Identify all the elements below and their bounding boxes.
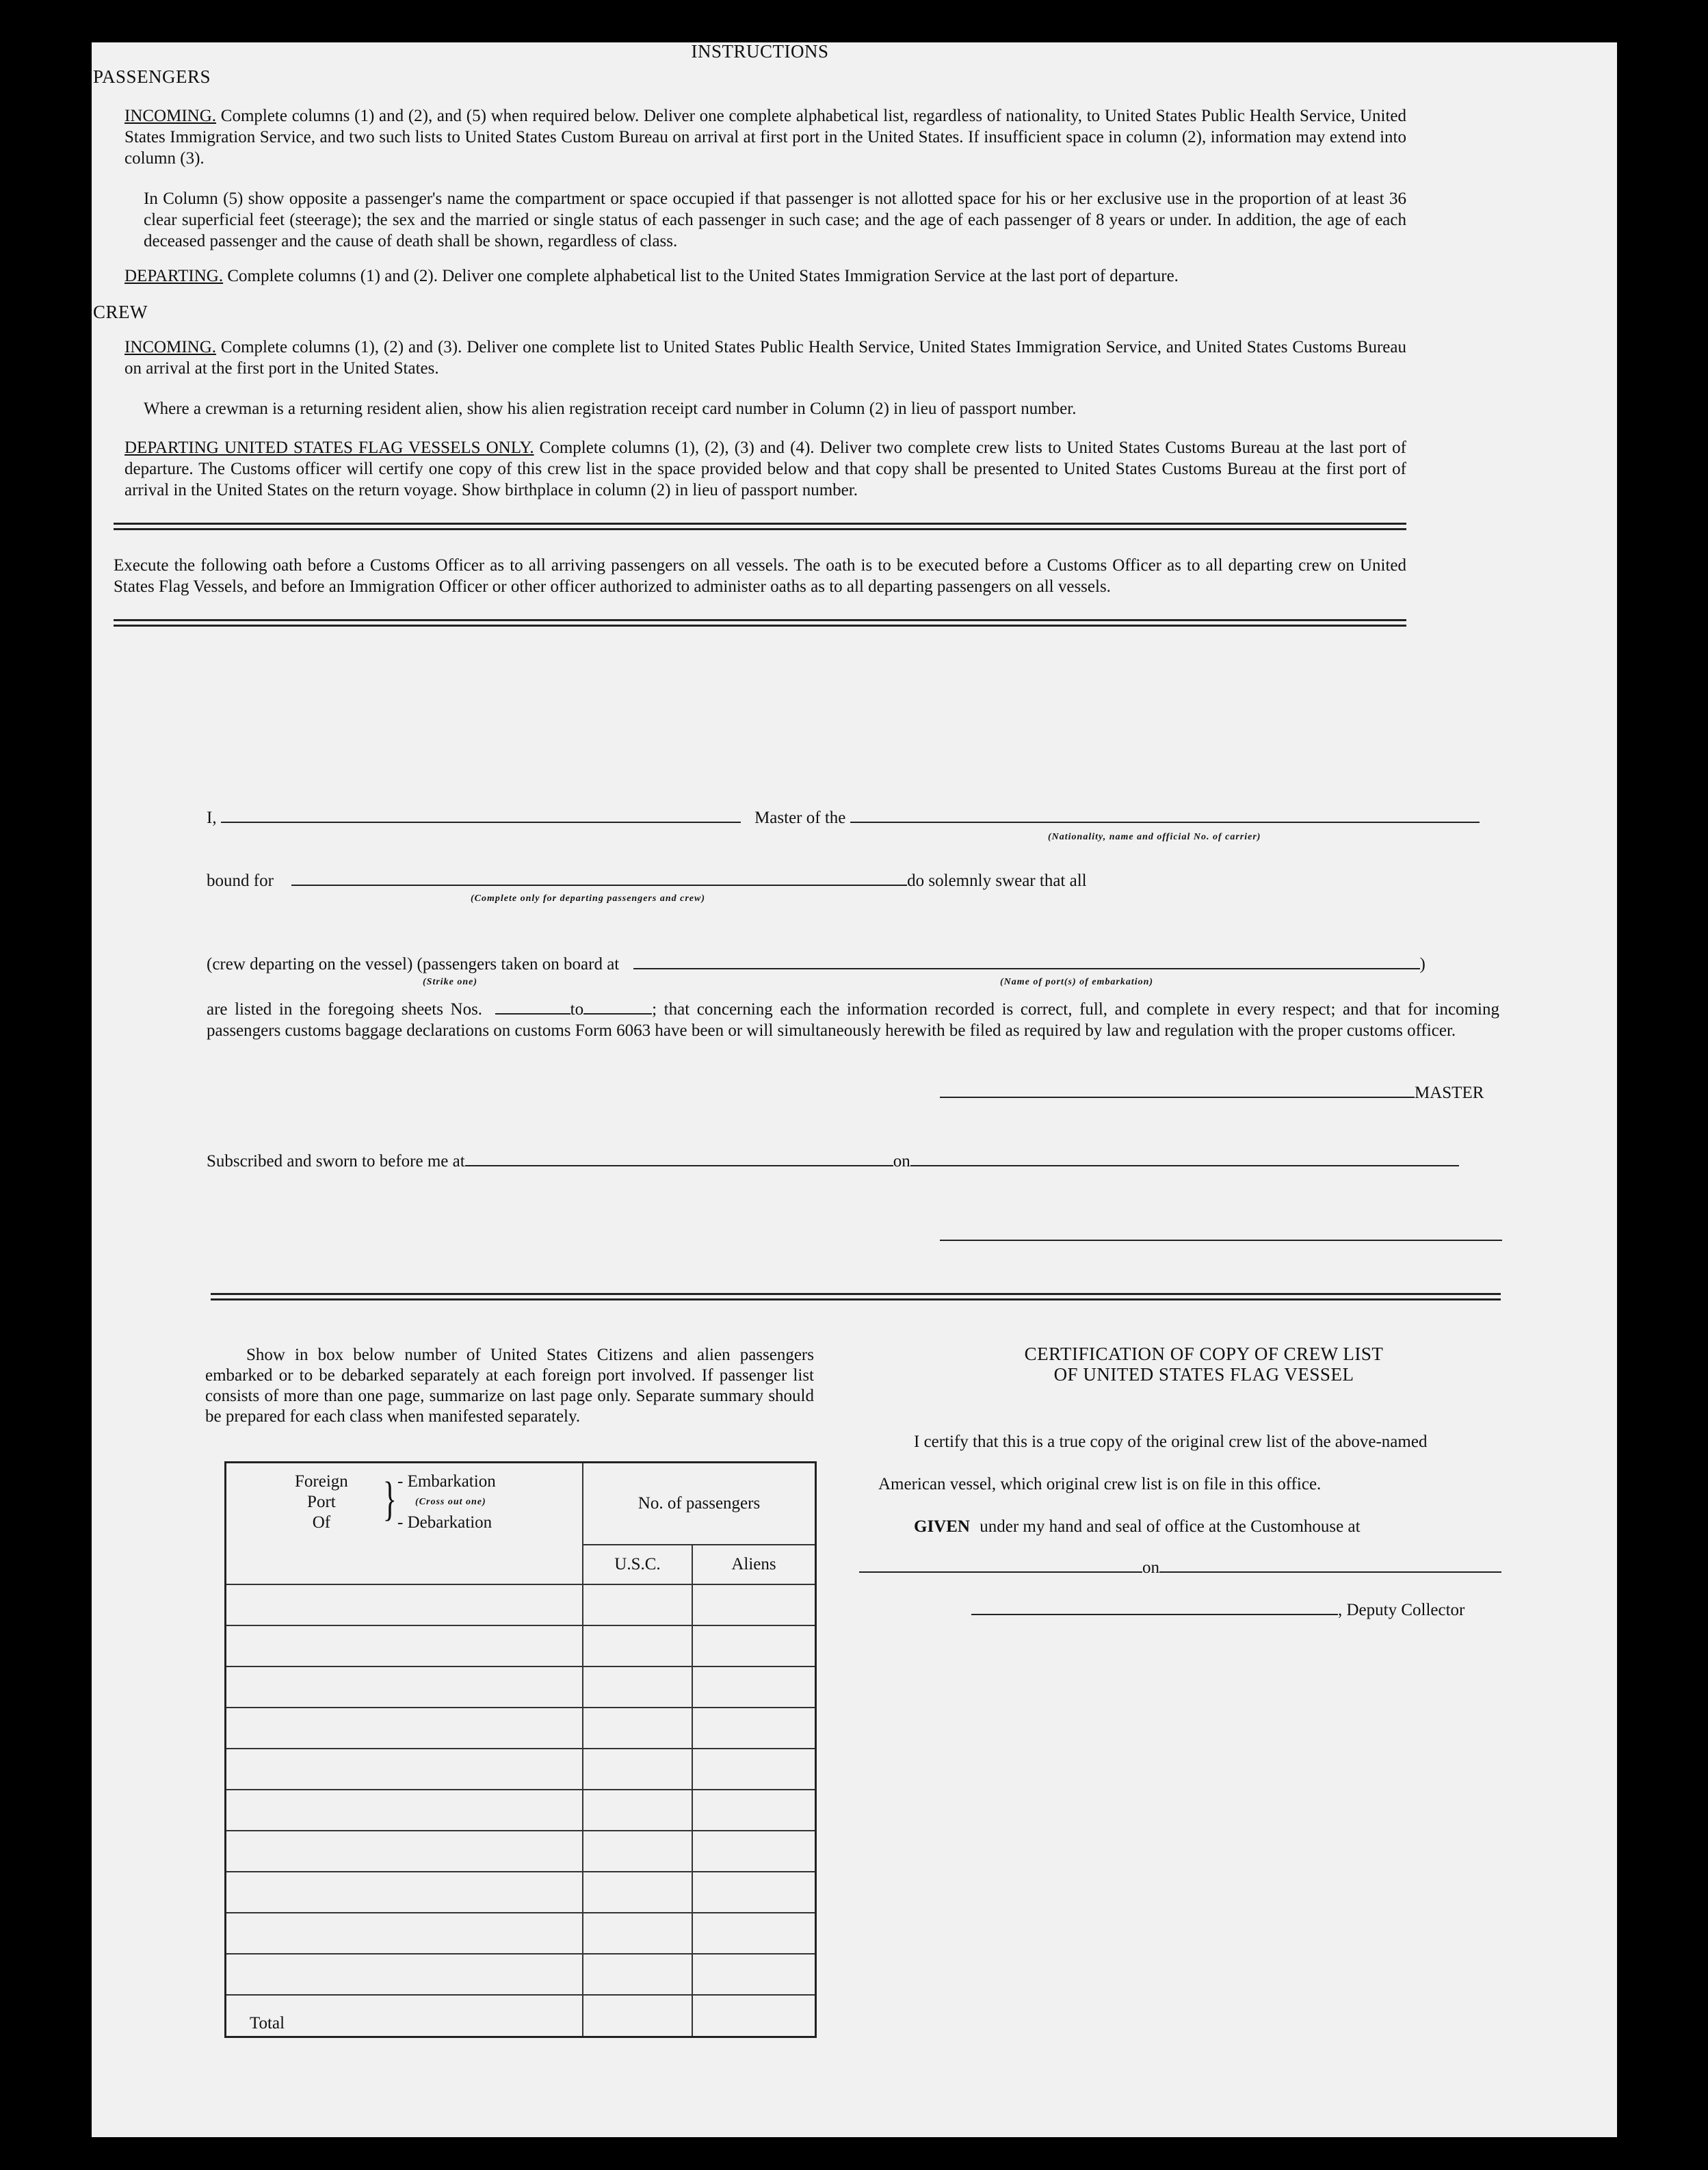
given-bold: GIVEN [914,1517,970,1536]
port-cell[interactable] [226,1872,583,1913]
aliens-total-cell[interactable] [692,1995,816,2037]
master-name-field[interactable] [221,821,741,823]
summary-text: Show in box below number of United States Citizens and alien passengers embarked or to be debarked separately at each foreign port involved. If passenger list consists of more than one page, summarize on last page only. Separate summary should be prepared for each class when manifested separately. [205,1346,814,1426]
table-row [226,1831,816,1872]
divider-3 [211,1293,1501,1300]
cert-date-field[interactable] [1159,1571,1501,1573]
incoming-text: Complete columns (1) and (2), and (5) when required below. Deliver one complete alphabetical list, regardless of nationality, to United States Public Health Service, United States Immigration Service, and two such lists to United States Custom Bureau on arrival at first port in the United States. If insufficient space in column (2), information may extend into column (3). [124,107,1407,168]
deputy-collector-label: , Deputy Collector [1338,1601,1465,1619]
aliens-cell[interactable] [692,1708,816,1749]
oath-paragraph [207,999,1499,1041]
sworn-on-label: on [893,1152,910,1171]
crewman-paragraph: Where a crewman is a returning resident alien, show his alien registration receipt card number in Column (2) in lieu of passport number. [144,400,1077,418]
aliens-cell[interactable] [692,1872,816,1913]
table-row [226,1749,816,1790]
usc-cell[interactable] [583,1831,692,1872]
crew-departing-paragraph [124,437,1406,501]
aliens-cell[interactable] [692,1584,816,1625]
swear-label: do solemnly swear that all [907,872,1087,890]
customhouse-line [859,1558,1501,1578]
port-header-cell [226,1463,583,1584]
usc-cell[interactable] [583,1790,692,1831]
certification-title [917,1344,1491,1385]
port-cell[interactable] [226,1666,583,1708]
foreign-label: Foreign [295,1472,348,1491]
table-row [226,1913,816,1954]
i-label: I, [207,809,217,827]
aliens-cell[interactable] [692,1954,816,1995]
certification-title-line1: CERTIFICATION OF COPY OF CREW LIST [1024,1344,1384,1364]
american-text: American vessel, which original crew list is on file in this office. [878,1475,1322,1493]
deputy-signature-field[interactable] [971,1613,1338,1615]
form-content [93,41,1407,627]
port-cell[interactable] [226,1749,583,1790]
subscribed-label: Subscribed and sworn to before me at [207,1152,465,1171]
embarkation-label: - Embarkation [397,1472,496,1491]
total-label: Total [226,1995,583,2037]
oath-line-1 [207,809,1499,828]
column5-paragraph: In Column (5) show opposite a passenger's name the compartment or space occupied if that passenger is not allotted space for his or her exclusive use in the proportion of at least 36 clear superficial feet (steerage); the sex and the married or single status of each passenger in such case; and the age of each passenger of 8 years or under. In addition, the age of each deceased passenger and the cause of death shall be shown, regardless of class. [144,189,1406,250]
strike-one-caption: (Strike one) [423,977,478,987]
table-row [226,1790,816,1831]
master-signature-field[interactable] [940,1096,1415,1098]
crew-heading: CREW [93,302,148,322]
port-label: Port [307,1493,336,1511]
master-label: MASTER [1415,1084,1484,1102]
table-row [226,1666,816,1708]
departing-text: Complete columns (1) and (2). Deliver one complete alphabetical list to the United States Immigration Service at the last port of departure. [227,267,1179,285]
port-cell[interactable] [226,1913,583,1954]
port-cell[interactable] [226,1584,583,1625]
ports-caption: (Name of port(s) of embarkation) [1000,977,1154,987]
sheet-to-field[interactable] [583,1012,652,1015]
crew-departing-text: Complete columns (1), (2), (3) and (4). Deliver two complete crew lists to United States Customs Bureau at the last port of departure. The Customs officer will certify one copy of this crew list in the space provided below and that copy shall be presented to United States Customs Bureau at the first port of arrival in the United States on the return voyage. Show birthplace in column (2) in lieu of passport number. [124,439,1407,499]
of-label: Of [312,1513,331,1532]
aliens-cell[interactable] [692,1831,816,1872]
usc-cell[interactable] [583,1872,692,1913]
total-row [226,1995,816,2037]
table-row [226,1872,816,1913]
table-row [226,1954,816,1995]
usc-cell[interactable] [583,1708,692,1749]
usc-cell[interactable] [583,1666,692,1708]
sheet-from-field[interactable] [495,1012,570,1015]
cross-out-caption: (Cross out one) [415,1497,486,1507]
usc-cell[interactable] [583,1749,692,1790]
passengers-header-cell: No. of passengers [583,1463,816,1545]
complete-only-caption: (Complete only for departing passengers and crew) [471,893,705,904]
given-line [914,1517,1361,1537]
passengers-incoming-paragraph [124,105,1406,169]
port-cell[interactable] [226,1954,583,1995]
aliens-cell[interactable] [692,1666,816,1708]
crew-incoming-paragraph [124,337,1406,379]
incoming-label: INCOMING. [124,107,217,125]
to-label: to [570,1000,584,1019]
departing-label: DEPARTING. [124,267,224,285]
given-text: under my hand and seal of office at the Customhouse at [980,1517,1361,1536]
divider-2 [114,619,1406,627]
instructions-title: INSTRUCTIONS [691,41,829,62]
oath-line-3 [207,955,1499,974]
subscribed-line [207,1152,1459,1171]
aliens-cell[interactable] [692,1625,816,1666]
crew-incoming-text: Complete columns (1), (2) and (3). Deliver one complete list to United States Public Health Service, United States Immigration Service, and United States Customs Bureau on arrival at the first port in the United States. [124,338,1406,378]
bound-for-label: bound for [207,872,274,890]
bound-for-field[interactable] [291,884,907,886]
master-signature-line [940,1084,1484,1103]
certify-text: I certify that this is a true copy of the original crew list of the above-named [914,1433,1428,1451]
aliens-cell[interactable] [692,1790,816,1831]
deputy-line [971,1601,1464,1620]
nationality-caption: (Nationality, name and official No. of carrier) [1048,832,1261,842]
port-cell[interactable] [226,1708,583,1749]
carrier-field[interactable] [850,821,1480,823]
usc-cell[interactable] [583,1625,692,1666]
sworn-place-field[interactable] [465,1164,893,1166]
port-cell[interactable] [226,1625,583,1666]
brace-icon: } [382,1473,397,1526]
cert-on-label: on [1142,1558,1159,1577]
customhouse-field[interactable] [859,1571,1142,1573]
sworn-date-field[interactable] [910,1164,1459,1166]
table-row [226,1584,816,1625]
usc-total-cell[interactable] [583,1995,692,2037]
port-cell[interactable] [226,1790,583,1831]
table-row [226,1625,816,1666]
passengers-departing-paragraph [124,265,1406,287]
listed-rest: ; that concerning each the information recorded is correct, full, and complete in every respect; and that for incoming passengers customs baggage declarations on customs Form 6063 have been or will simultaneously herewith be filed as required by law and regulation with the proper customs officer. [207,1000,1499,1040]
ports-field[interactable] [633,967,1420,969]
aliens-header-cell: Aliens [692,1545,816,1584]
aliens-cell[interactable] [692,1913,816,1954]
crew-departing-label: (crew departing on the vessel) (passengers taken on board at [207,955,620,973]
port-cell[interactable] [226,1831,583,1872]
oath-intro: Execute the following oath before a Customs Officer as to all arriving passengers on all vessels. The oath is to be executed before a Customs Officer as to all departing crew on United States Flag Vessels, and before an Immigration Officer or other officer authorized to administer oaths as to all departing passengers on all vessels. [114,556,1406,596]
crew-incoming-label: INCOMING. [124,338,217,356]
divider-1 [114,523,1406,530]
usc-cell[interactable] [583,1913,692,1954]
oath-line-2 [207,872,1087,891]
passengers-heading: PASSENGERS [93,66,211,87]
table-row [226,1708,816,1749]
passenger-summary-table [224,1461,817,2038]
officer-signature-field[interactable] [940,1240,1502,1241]
crew-departing-label: DEPARTING UNITED STATES FLAG VESSELS ONLY. [124,439,534,457]
listed-prefix: are listed in the foregoing sheets Nos. [207,1000,483,1019]
usc-header-cell: U.S.C. [583,1545,692,1584]
usc-cell[interactable] [583,1584,692,1625]
debarkation-label: - Debarkation [397,1513,492,1532]
close-paren: ) [1419,955,1425,973]
master-of-label: Master of the [754,809,846,827]
usc-cell[interactable] [583,1954,692,1995]
certification-title-line2: OF UNITED STATES FLAG VESSEL [1053,1364,1354,1385]
aliens-cell[interactable] [692,1749,816,1790]
